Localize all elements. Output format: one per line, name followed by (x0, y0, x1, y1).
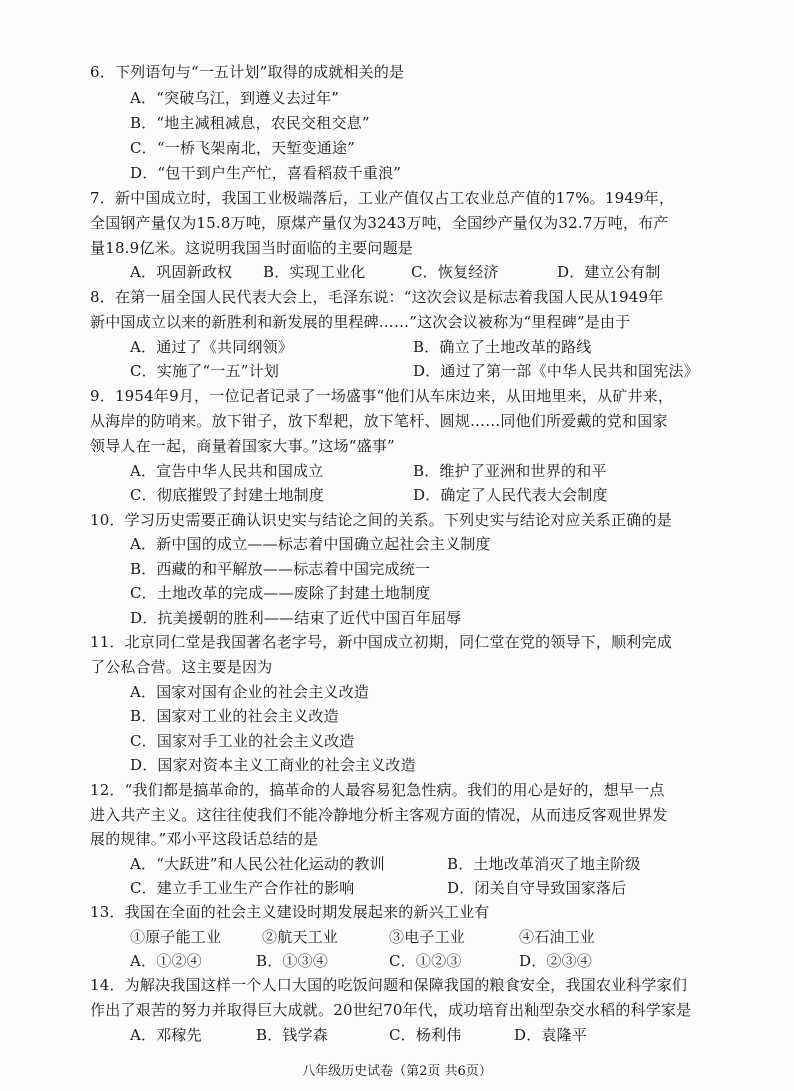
q12-stem-line2: 进入共产主义。这往往使我们不能冷静地分析主客观方面的情况，从而违反客观世界发 (90, 806, 668, 824)
q9-stem-line2: 从海岸的防哨来。放下钳子，放下犁耙，放下笔杆、圆规……同他们所爱戴的党和国家 (90, 412, 668, 430)
q13-items-row (0, 925, 794, 949)
q13-item-4: ④石油工业 (519, 928, 596, 946)
q7-options-row (0, 260, 794, 284)
q8-stem-line2: 新中国成立以来的新胜利和新发展的里程碑……”这次会议被称为“里程碑”是由于 (90, 313, 631, 331)
q13-option-c: C．①②③ (389, 952, 462, 970)
q12-option-b: B．土地改革消灭了地主阶级 (447, 855, 641, 873)
q12-stem-line3: 展的规律。”邓小平这段话总结的是 (90, 830, 319, 848)
q13-option-a: A．①②④ (130, 952, 202, 970)
q6-option-d: D．“包干到户生产忙，喜看稻菽千重浪” (130, 164, 402, 182)
q13-option-d: D．②③④ (519, 952, 593, 970)
q13-item-1: ①原子能工业 (130, 928, 222, 946)
q12-stem-line1: 12．“我们都是搞革命的，搞革命的人最容易犯急性病。我们的用心是好的，想早一点 (90, 781, 665, 799)
q10-option-c: C．土地改革的完成——废除了封建土地制度 (130, 584, 431, 602)
q10-stem: 10．学习历史需要正确认识史实与结论之间的关系。下列史实与结论对应关系正确的是 (90, 511, 672, 529)
q6-option-b: B．“地主减租减息，农民交租交息” (130, 114, 370, 132)
q14-option-c: C．杨利伟 (389, 1026, 462, 1044)
q10-option-b: B．西藏的和平解放——标志着中国完成统一 (130, 560, 431, 578)
q9-option-a: A．宣告中华人民共和国成立 (130, 462, 324, 480)
q14-option-b: B．钱学森 (256, 1026, 329, 1044)
q14-stem-line2: 作出了艰苦的努力并取得巨大成就。20世纪70年代，成功培育出籼型杂交水稻的科学家是 (90, 1001, 692, 1019)
q9-stem-line1: 9．1954年9月，一位记者记录了一场盛事“他们从车床边来，从田地里来，从矿井来， (90, 387, 674, 405)
q11-stem-line2: 了公私合营。这主要是因为 (90, 658, 273, 676)
q7-option-d: D．建立公有制 (557, 263, 661, 281)
q14-option-a: A．邓稼先 (130, 1026, 202, 1044)
q8-stem-line1: 8．在第一届全国人民代表大会上，毛泽东说：“这次会议是标志着我国人民从1949年 (90, 288, 664, 306)
q9-option-c: C．彻底摧毁了封建土地制度 (130, 486, 325, 504)
q9-option-d: D．确定了人民代表大会制度 (413, 486, 608, 504)
q8-option-b: B．确立了土地改革的路线 (413, 338, 592, 356)
q6-option-a: A．“突破乌江，到遵义去过年” (130, 89, 340, 107)
q7-option-c: C．恢复经济 (411, 263, 499, 281)
q7-option-b: B．实现工业化 (263, 263, 366, 281)
q7-stem-line1: 7．新中国成立时，我国工业极端落后，工业产值仅占工农业总产值的17%。1949年， (90, 189, 675, 207)
q6-stem: 6．下列语句与“一五计划”取得的成就相关的是 (90, 63, 405, 81)
q13-stem: 13．我国在全面的社会主义建设时期发展起来的新兴工业有 (90, 903, 490, 921)
q12-option-d: D．闭关自守导致国家落后 (447, 879, 627, 897)
q10-option-d: D．抗美援朝的胜利——结束了近代中国百年屈辱 (130, 609, 462, 627)
q8-option-a: A．通过了《共同纲领》 (130, 338, 294, 356)
q11-option-a: A．国家对国有企业的社会主义改造 (130, 683, 370, 701)
q11-option-b: B．国家对工业的社会主义改造 (130, 707, 339, 725)
q10-option-a: A．新中国的成立——标志着中国确立起社会主义制度 (130, 535, 491, 553)
q11-option-c: C．国家对手工业的社会主义改造 (130, 732, 355, 750)
q7-stem-line3: 量18.9亿米。这说明我国当时面临的主要问题是 (90, 239, 414, 257)
q11-option-d: D．国家对资本主义工商业的社会主义改造 (130, 756, 416, 774)
q13-item-2: ②航天工业 (262, 928, 339, 946)
q13-options-row (0, 949, 794, 973)
q9-stem-line3: 领导人在一起，商量着国家大事。”这场“盛事” (90, 437, 395, 455)
page-footer: 八年级历史试卷（第2页 共6页） (302, 1064, 492, 1079)
q14-option-d: D．袁隆平 (514, 1026, 588, 1044)
q8-option-d: D．通过了第一部《中华人民共和国宪法》 (413, 362, 699, 380)
q14-options-row (0, 1023, 794, 1047)
q8-option-c: C．实施了“一五”计划 (130, 362, 280, 380)
q12-option-c: C．建立手工业生产合作社的影响 (130, 879, 355, 897)
q14-stem-line1: 14．为解决我国这样一个人口大国的吃饭问题和保障我国的粮食安全，我国农业科学家们 (90, 976, 688, 994)
q12-option-a: A．“大跃进”和人民公社化运动的教训 (130, 855, 385, 873)
q9-option-b: B．维护了亚洲和世界的和平 (413, 462, 607, 480)
q7-stem-line2: 全国钢产量仅为15.8万吨，原煤产量仅为3243万吨，全国纱产量仅为32.7万吨，布产 (90, 214, 669, 232)
q13-option-b: B．①③④ (256, 952, 329, 970)
q13-item-3: ③电子工业 (389, 928, 466, 946)
q7-option-a: A．巩固新政权 (130, 263, 233, 281)
q11-stem-line1: 11．北京同仁堂是我国著名老字号，新中国成立初期，同仁堂在党的领导下，顺利完成 (90, 633, 672, 651)
q6-option-c: C．“一桥飞架南北，天堑变通途” (130, 139, 356, 157)
